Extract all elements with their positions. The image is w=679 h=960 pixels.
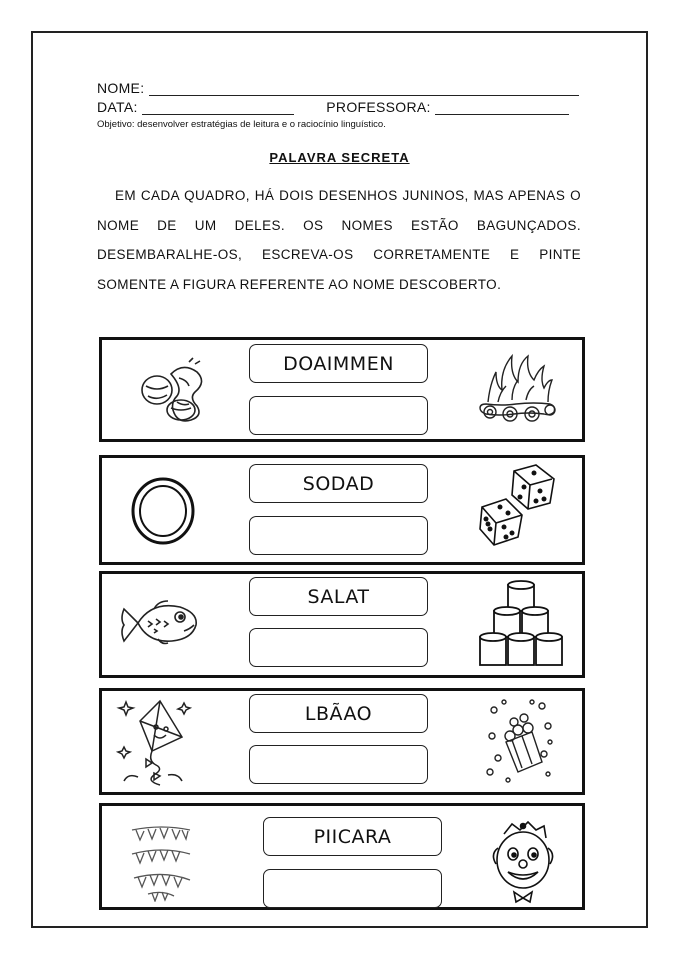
bonfire-icon[interactable]	[476, 350, 558, 430]
peanuts-icon[interactable]	[137, 356, 211, 424]
name-field[interactable]	[149, 95, 579, 96]
scrambled-word-2: SODAD	[249, 464, 428, 503]
page-title: PALAVRA SECRETA	[269, 150, 410, 165]
name-label: NOME:	[97, 80, 145, 96]
answer-box-3[interactable]	[249, 628, 428, 667]
popcorn-icon[interactable]	[484, 696, 558, 786]
bunting-flags-icon[interactable]	[128, 822, 194, 902]
date-label: DATA:	[97, 99, 138, 115]
date-field[interactable]	[142, 114, 294, 115]
clown-face-icon[interactable]	[488, 818, 558, 904]
scrambled-word-1: DOAIMMEN	[249, 344, 428, 383]
scrambled-word-4: LBÃAO	[249, 694, 428, 733]
objective-text: Objetivo: desenvolver estratégias de leitura e o raciocínio linguístico.	[97, 119, 386, 130]
cans-pyramid-icon[interactable]	[478, 579, 566, 669]
answer-box-2[interactable]	[249, 516, 428, 555]
teacher-field[interactable]	[435, 114, 569, 115]
name-row	[97, 80, 579, 96]
scrambled-word-5: PIICARA	[263, 817, 442, 856]
scrambled-word-3: SALAT	[249, 577, 428, 616]
answer-box-4[interactable]	[249, 745, 428, 784]
fish-icon[interactable]	[118, 597, 200, 649]
answer-box-1[interactable]	[249, 396, 428, 435]
ring-icon[interactable]	[130, 476, 196, 546]
kite-icon[interactable]	[116, 697, 196, 787]
teacher-label: PROFESSORA:	[326, 99, 431, 115]
dice-icon[interactable]	[478, 463, 558, 547]
instructions-text: EM CADA QUADRO, HÁ DOIS DESENHOS JUNINOS, MAS APENAS O NOME DE UM DELES. OS NOMES ESTÃO BAGUNÇADOS. DESEMBARALHE-OS, ESCREVA-OS CORRETAMENTE E PINTE SOMENTE A FIGURA REFERENTE AO NOME DESCOBERTO.	[97, 188, 581, 292]
answer-box-5[interactable]	[263, 869, 442, 908]
date-row	[97, 99, 569, 115]
